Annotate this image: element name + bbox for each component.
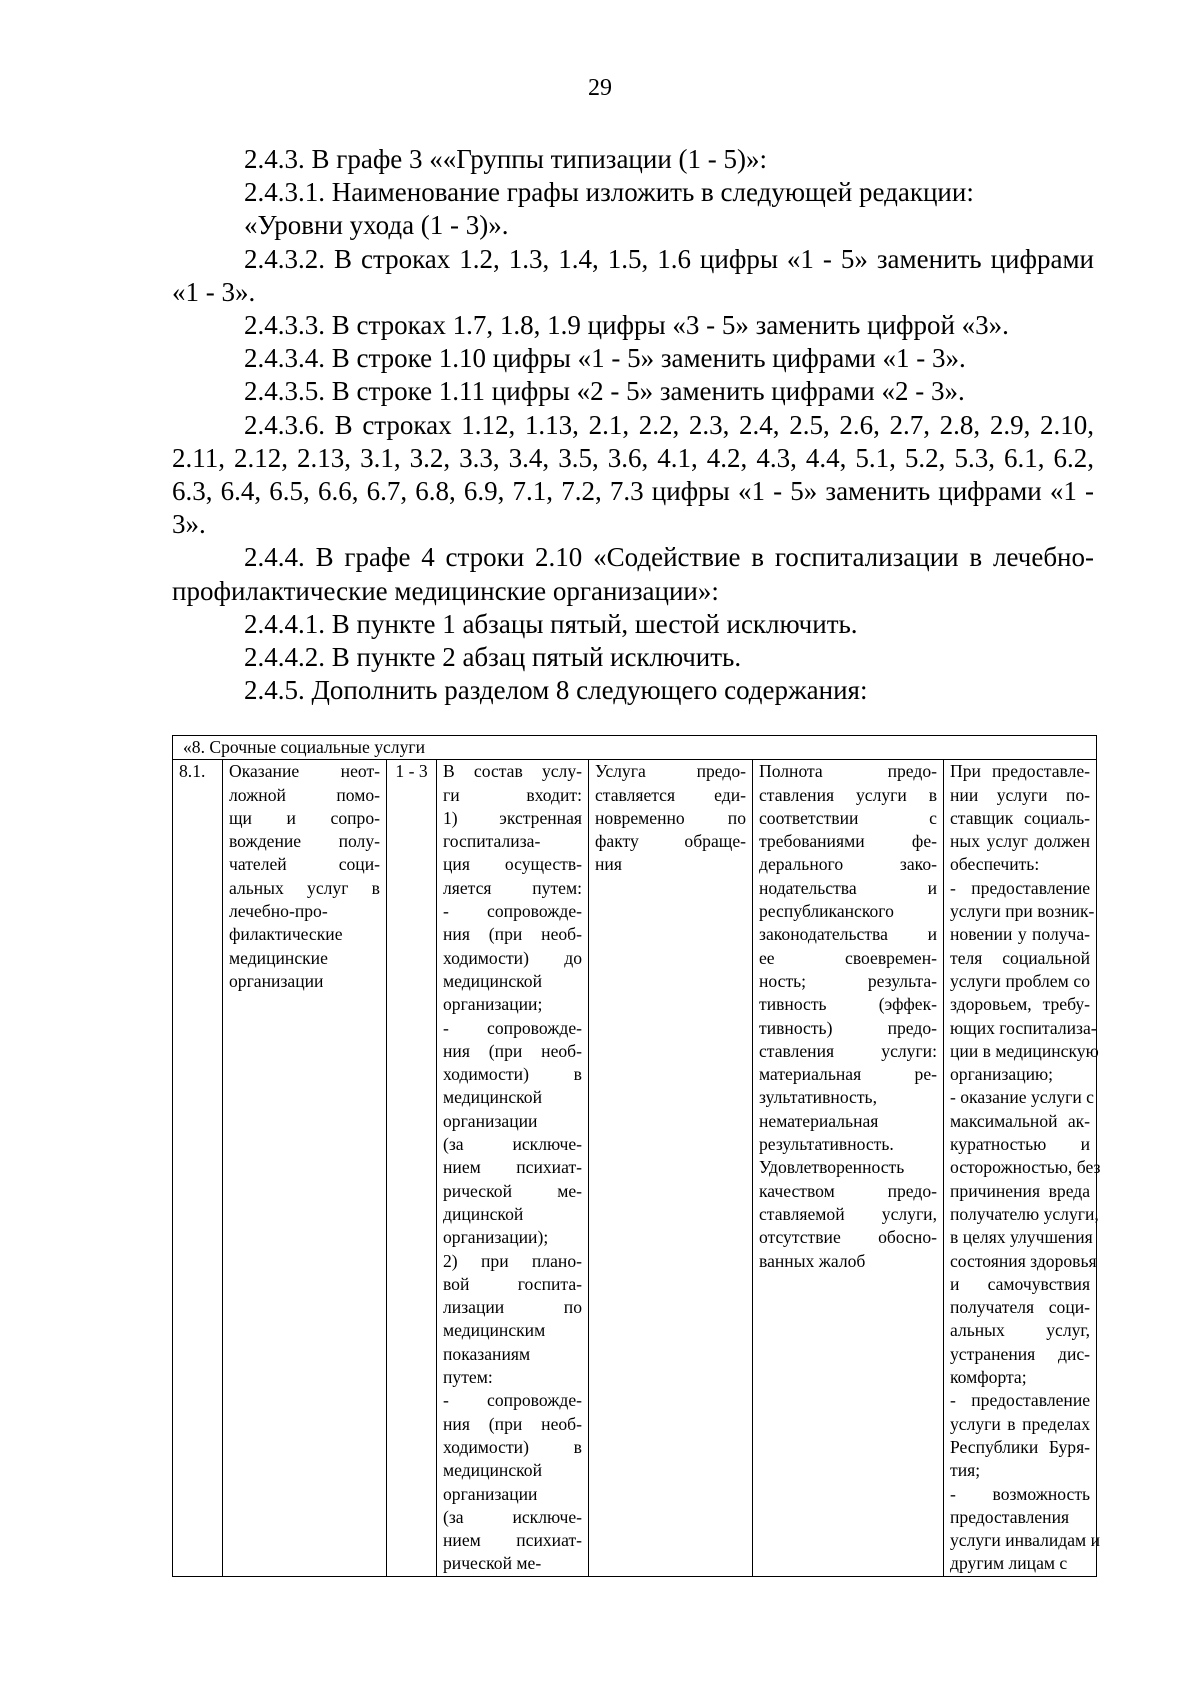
cell-line: получателю услуги, — [950, 1203, 1099, 1224]
cell-line: ходимости) в — [443, 1436, 582, 1457]
service-content-cell — [437, 760, 589, 1576]
cell-line: теля социальной — [950, 947, 1091, 968]
paragraph: «Уровни ухода (1 - 3)». — [244, 210, 509, 241]
cell-line: ния (при необ- — [443, 1040, 582, 1061]
cell-line: путем: — [443, 1367, 493, 1388]
cell-line: - сопровожде- — [443, 1390, 582, 1411]
cell-line: ния (при необ- — [443, 924, 582, 945]
paragraph: 2.4.3.5. В строке 1.11 цифры «2 - 5» заменить цифрами «2 - 3». — [244, 376, 965, 407]
cell-line: дерального зако- — [759, 854, 937, 875]
section-title: «8. Срочные социальные услуги — [173, 736, 1097, 760]
cell-line: получателя соци- — [950, 1297, 1091, 1318]
cell-line: тия; — [950, 1460, 981, 1481]
cell-line: организации — [229, 970, 324, 991]
cell-line: максимальной ак- — [950, 1110, 1091, 1131]
paragraph: 2.4.3. В графе 3 ««Группы типизации (1 - 5)»: — [244, 144, 768, 174]
cell-line: факту обраще- — [595, 831, 746, 852]
cell-line: нематериальная — [759, 1110, 879, 1131]
cell-line: ных услуг должен — [950, 831, 1091, 852]
cell-line: услуги в пределах — [950, 1413, 1091, 1434]
cell-line: - оказание услуги с — [950, 1087, 1094, 1108]
services-table — [172, 735, 1101, 1577]
cell-line: ция осуществ- — [443, 854, 582, 875]
cell-line: медицинским — [443, 1320, 546, 1341]
cell-line: обеспечить: — [950, 854, 1040, 875]
paragraph: 2.4.3.2. В строках 1.2, 1.3, 1.4, 1.5, 1.6 цифры «1 - 5» заменить цифрами «1 - 3». — [172, 243, 1094, 307]
cell-line: ее своевремен- — [759, 947, 937, 968]
cell-line: качеством предо- — [759, 1180, 937, 1201]
cell-line: ставления услуги: — [759, 1040, 937, 1061]
cell-line: Республики Буря- — [950, 1436, 1091, 1457]
service-conditions-cell — [944, 760, 1101, 1576]
row-number: 8.1. — [173, 760, 223, 1576]
paragraph: 2.4.4.2. В пункте 2 абзац пятый исключить. — [244, 642, 742, 673]
cell-line: комфорта; — [950, 1367, 1027, 1388]
cell-line: Оказание неот- — [229, 761, 380, 782]
cell-line: организации — [443, 1483, 538, 1504]
paragraph: 2.4.3.3. В строках 1.7, 1.8, 1.9 цифры «3 - 5» заменить цифрой «3». — [244, 310, 1009, 341]
paragraph: 2.4.4. В графе 4 строки 2.10 «Содействие в госпитализации в лечебно-профилактические медицинские организации»: — [172, 542, 1094, 606]
cell-line: ставления услуги в — [759, 784, 937, 805]
cell-line: и самочувствия — [950, 1273, 1091, 1294]
service-evaluation — [759, 760, 937, 1273]
service-timing — [595, 760, 746, 876]
service-name — [229, 760, 380, 993]
paragraph: 2.4.3.4. В строке 1.10 цифры «1 - 5» заменить цифрами «1 - 3». — [244, 343, 966, 374]
cell-line: 1) экстренная — [443, 807, 582, 828]
cell-line: ния — [595, 854, 622, 875]
cell-line: - возможность — [950, 1483, 1091, 1504]
cell-line: организации — [443, 1110, 538, 1131]
cell-line: медицинской — [443, 970, 542, 991]
cell-line: в целях улучшения — [950, 1227, 1093, 1248]
service-timing-cell — [589, 760, 753, 1576]
cell-line: госпитализа- — [443, 831, 541, 852]
cell-line: Услуга предо- — [595, 761, 746, 782]
cell-line: альных услуг в — [229, 877, 380, 898]
paragraph: 2.4.3.1. Наименование графы изложить в следующей редакции: — [244, 177, 974, 208]
service-name-cell — [223, 760, 387, 1576]
cell-line: законодательства и — [759, 924, 937, 945]
cell-line: ложной помо- — [229, 784, 380, 805]
cell-line: щи и сопро- — [229, 807, 380, 828]
cell-line: соответствии с — [759, 807, 937, 828]
cell-line: ляется путем: — [443, 877, 582, 898]
cell-line: показаниям — [443, 1343, 531, 1364]
cell-line: ходимости) до — [443, 947, 582, 968]
care-levels-cell: 1 - 3 — [387, 760, 437, 1576]
cell-line: дицинской — [443, 1203, 524, 1224]
cell-line: новременно по — [595, 807, 746, 828]
cell-line: Полнота предо- — [759, 761, 937, 782]
cell-line: ставщик социаль- — [950, 807, 1091, 828]
cell-line: услуги при возник- — [950, 901, 1095, 922]
cell-line: При предоставле- — [950, 761, 1091, 782]
section-header-row — [173, 736, 1097, 760]
cell-line: здоровьем, требу- — [950, 994, 1091, 1015]
cell-line: ги входит: — [443, 784, 582, 805]
cell-line: услуги проблем со — [950, 970, 1091, 991]
cell-line: нием психиат- — [443, 1530, 582, 1551]
paragraph: 2.4.3.6. В строках 1.12, 1.13, 2.1, 2.2, 2.3, 2.4, 2.5, 2.6, 2.7, 2.8, 2.9, 2.10, 2.11, 2.12, 2.13, 3.1, 3.2, 3.3, 3.4, 3.5, 3.6, 4.1, 4.2, 4.3, 4.4, 5.1, 5.2, 5.3, 6.1, 6.2, 6.3, 6.4, 6.5, 6.6, 6.7, 6.8, 6.9, 7.1, 7.2, 7.3 цифры «1 - 5» заменить цифрами «1 - 3». — [172, 409, 1094, 540]
cell-line: тивность) предо- — [759, 1017, 937, 1038]
cell-line: медицинские — [229, 947, 328, 968]
cell-line: результативность. — [759, 1134, 894, 1155]
cell-line: рической ме- — [443, 1180, 582, 1201]
cell-line: организации); — [443, 1227, 549, 1248]
cell-line: (за исключе- — [443, 1506, 582, 1527]
cell-line: нием психиат- — [443, 1157, 582, 1178]
cell-line: медицинской — [443, 1460, 542, 1481]
cell-line: - сопровожде- — [443, 1017, 582, 1038]
document-body — [172, 143, 1094, 707]
cell-line: ность; результа- — [759, 970, 937, 991]
paragraph: 2.4.5. Дополнить разделом 8 следующего содержания: — [244, 675, 868, 706]
service-content — [443, 760, 582, 1575]
cell-line: устранения дис- — [950, 1343, 1091, 1364]
cell-line: ния (при необ- — [443, 1413, 582, 1434]
paragraph: 2.4.4.1. В пункте 1 абзацы пятый, шестой исключить. — [244, 608, 858, 639]
cell-line: услуги инвалидам и — [950, 1530, 1100, 1551]
cell-line: альных услуг, — [950, 1320, 1091, 1341]
cell-line: лизации по — [443, 1297, 582, 1318]
cell-line: медицинской — [443, 1087, 542, 1108]
cell-line: нодательства и — [759, 877, 937, 898]
cell-line: куратностью и — [950, 1134, 1091, 1155]
cell-line: зультативность, — [759, 1087, 877, 1108]
cell-line: вождение полу- — [229, 831, 380, 852]
cell-line: организацию; — [950, 1064, 1054, 1085]
cell-line: ющих госпитализа- — [950, 1017, 1097, 1038]
cell-line: филактические — [229, 924, 343, 945]
cell-line: 2) при плано- — [443, 1250, 582, 1271]
cell-line: осторожностью, без — [950, 1157, 1101, 1178]
cell-line: тивность (эффек- — [759, 994, 937, 1015]
cell-line: материальная ре- — [759, 1064, 937, 1085]
cell-line: организации; — [443, 994, 543, 1015]
cell-line: - сопровожде- — [443, 901, 582, 922]
cell-line: - предоставление — [950, 877, 1091, 898]
cell-line: чателей соци- — [229, 854, 380, 875]
service-evaluation-cell — [753, 760, 944, 1576]
cell-line: вой госпита- — [443, 1273, 582, 1294]
cell-line: отсутствие обосно- — [759, 1227, 937, 1248]
cell-line: ходимости) в — [443, 1064, 582, 1085]
page-number: 29 — [588, 75, 612, 101]
cell-line: Удовлетворенность — [759, 1157, 905, 1178]
cell-line: новении у получа- — [950, 924, 1091, 945]
cell-line: республиканского — [759, 901, 894, 922]
cell-line: ции в медицинскую — [950, 1040, 1099, 1061]
service-conditions — [950, 760, 1101, 1575]
cell-line: лечебно-про- — [229, 901, 328, 922]
cell-line: ставляется еди- — [595, 784, 746, 805]
cell-line: В состав услу- — [443, 761, 582, 782]
cell-line: требованиями фе- — [759, 831, 937, 852]
cell-line: рической ме- — [443, 1553, 542, 1574]
table-row — [173, 760, 1097, 1576]
cell-line: предоставления — [950, 1506, 1070, 1527]
cell-line: причинения вреда — [950, 1180, 1091, 1201]
cell-line: ставляемой услуги, — [759, 1203, 937, 1224]
cell-line: - предоставление — [950, 1390, 1091, 1411]
cell-line: другим лицам с — [950, 1553, 1068, 1574]
cell-line: нии услуги по- — [950, 784, 1091, 805]
cell-line: ванных жалоб — [759, 1250, 866, 1271]
cell-line: (за исключе- — [443, 1134, 582, 1155]
cell-line: состояния здоровья — [950, 1250, 1097, 1271]
services-table-wrapper — [172, 735, 1101, 1577]
